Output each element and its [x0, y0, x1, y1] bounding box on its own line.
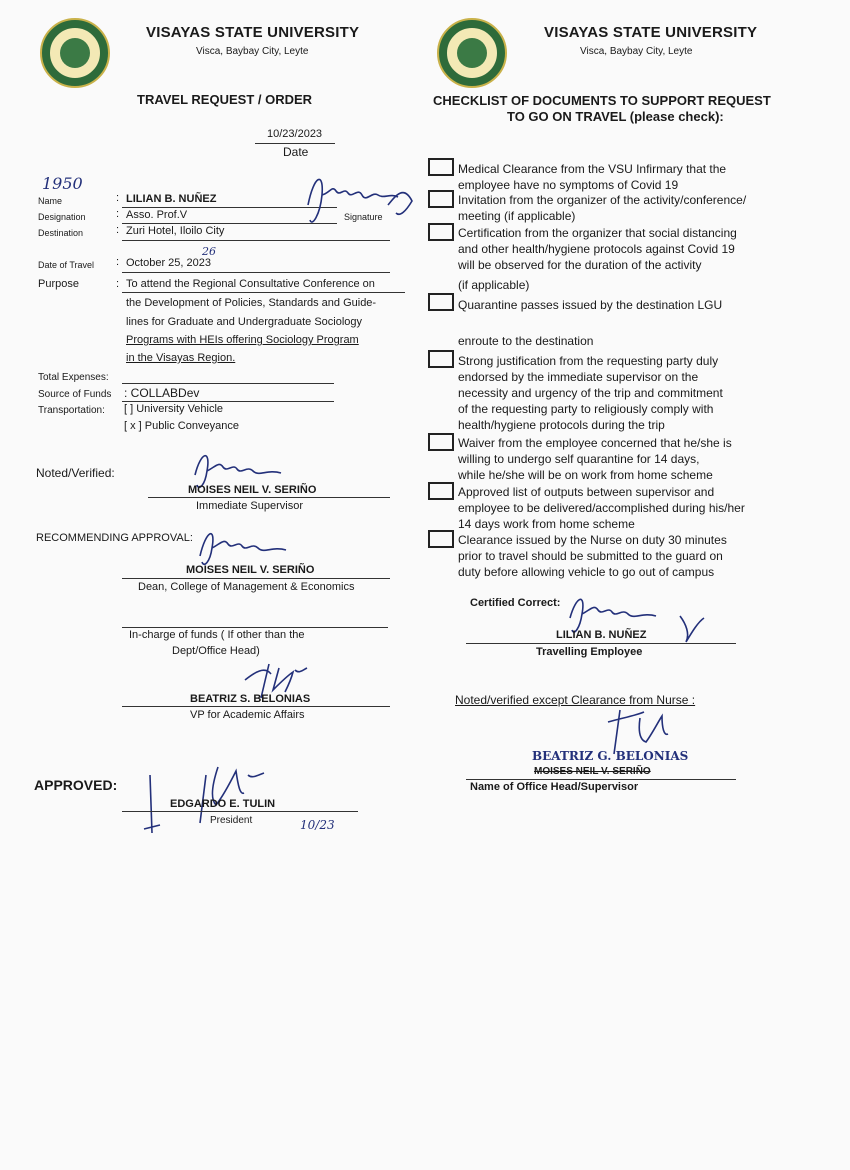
university-name-left: VISAYAS STATE UNIVERSITY	[146, 24, 360, 41]
purpose-line-4: Programs with HEIs offering Sociology Program	[126, 334, 359, 346]
checklist-item-5: Strong justification from the requesting party duly endorsed by the immediate supervisor on the necessity and urgency of the trip and commitment of the requesting party to religiously comply with health/hygiene protocols during the trip	[458, 354, 723, 432]
certified-correct-label: Certified Correct:	[470, 597, 561, 609]
checklist-item-3: Certification from the organizer that social distancing and other health/hygiene protocols against Covid 19 will be observed for the duration of the activity	[458, 226, 737, 272]
checkbox-invitation[interactable]	[428, 190, 454, 208]
university-address-right: Visca, Baybay City, Leyte	[580, 46, 693, 57]
checklist-item-6: Waiver from the employee concerned that he/she is willing to undergo self quarantine for 14 days, while he/she will be on work from home scheme	[458, 436, 732, 482]
name-value: LILIAN B. NUÑEZ	[126, 193, 217, 205]
recommending-signature	[190, 520, 300, 570]
recommending-title: Dean, College of Management & Economics	[138, 581, 355, 593]
noted-except-nurse: Noted/verified except Clearance from Nurse :	[455, 693, 696, 707]
designation-label: Designation	[38, 212, 86, 222]
checkbox-justification[interactable]	[428, 350, 454, 368]
date-of-travel-label: Date of Travel	[38, 260, 95, 270]
recommending-approval-label: RECOMMENDING APPROVAL:	[36, 532, 193, 544]
total-expenses-label: Total Expenses:	[38, 372, 109, 383]
source-of-funds-label: Source of Funds	[38, 389, 112, 400]
noted-verified-label: Noted/Verified:	[36, 466, 115, 480]
noted-name: MOISES NEIL V. SERIÑO	[188, 484, 317, 496]
transportation-label: Transportation:	[38, 405, 105, 416]
designation-value: Asso. Prof.V	[126, 209, 188, 221]
travel-request-title: TRAVEL REQUEST / ORDER	[137, 92, 313, 107]
signature-label: Signature	[344, 212, 383, 222]
checkbox-outputs-list[interactable]	[428, 482, 454, 500]
recommending-name: MOISES NEIL V. SERIÑO	[186, 564, 315, 576]
checklist-title-line-2: TO GO ON TRAVEL (please check):	[507, 109, 724, 124]
date-correction: 26	[202, 245, 216, 258]
handwritten-approval-date: 10/23	[300, 818, 335, 832]
destination-value: Zuri Hotel, Iloilo City	[126, 225, 225, 237]
office-head-label: Name of Office Head/Supervisor	[470, 781, 639, 793]
checklist-item-4: Quarantine passes issued by the destination LGU	[458, 298, 723, 312]
university-address-left: Visca, Baybay City, Leyte	[196, 46, 309, 57]
checklist-item-8: Clearance issued by the Nurse on duty 30 minutes prior to travel should be submitted to the guard on duty before allowing vehicle to go out of campus	[458, 533, 727, 579]
vp-title: VP for Academic Affairs	[190, 709, 305, 721]
checklist-item-7: Approved list of outputs between supervisor and employee to be delivered/accomplished during his/her 14 days work from home scheme	[458, 485, 745, 531]
checklist-item-4-cont: enroute to the destination	[458, 334, 594, 348]
vp-name: BEATRIZ S. BELONIAS	[190, 693, 311, 705]
university-name-right: VISAYAS STATE UNIVERSITY	[544, 24, 758, 41]
president-title: President	[210, 815, 253, 826]
name-label: Name	[38, 196, 63, 206]
transport-university-vehicle: [ ] University Vehicle	[124, 403, 224, 415]
source-of-funds-value: : COLLABDev	[124, 386, 200, 400]
purpose-line-5: in the Visayas Region.	[126, 352, 236, 364]
applicant-signature	[300, 165, 420, 235]
office-head-handwritten-name: BEATRIZ G. BELONIAS	[532, 749, 689, 763]
purpose-line-2: the Development of Policies, Standards and Guide-	[126, 297, 377, 309]
noted-title: Immediate Supervisor	[196, 500, 303, 512]
president-name: EDGARDO E. TULIN	[170, 798, 276, 810]
incharge-line-1: In-charge of funds ( If other than the	[129, 629, 305, 641]
checkbox-waiver[interactable]	[428, 433, 454, 451]
incharge-line-2: Dept/Office Head)	[172, 645, 260, 657]
certified-name: LILIAN B. NUÑEZ	[556, 629, 647, 641]
handwritten-number: 1950	[42, 174, 83, 193]
checkbox-nurse-clearance[interactable]	[428, 530, 454, 548]
date-label: Date	[283, 145, 309, 159]
office-head-struck-name: MOISES NEIL V. SERIÑO	[534, 766, 651, 777]
transport-public-conveyance: [ x ] Public Conveyance	[124, 420, 239, 432]
checklist-item-2: Invitation from the organizer of the activity/conference/ meeting (if applicable)	[458, 193, 747, 223]
certified-title: Travelling Employee	[536, 646, 643, 658]
checkbox-certification[interactable]	[428, 223, 454, 241]
checklist-item-3-cont: (if applicable)	[458, 278, 530, 292]
purpose-label: Purpose	[38, 278, 79, 290]
purpose-line-1: To attend the Regional Consultative Conference on	[126, 278, 375, 290]
approved-label: APPROVED:	[34, 777, 118, 793]
checkbox-quarantine-passes[interactable]	[428, 293, 454, 311]
destination-label: Destination	[38, 228, 84, 238]
university-seal-right	[437, 18, 507, 88]
purpose-line-3: lines for Graduate and Undergraduate Sociology	[126, 316, 363, 328]
checklist-item-1: Medical Clearance from the VSU Infirmary that the employee have no symptoms of Covid 19	[458, 162, 727, 192]
checkbox-medical-clearance[interactable]	[428, 158, 454, 176]
date-of-travel-value: October 25, 2023	[126, 257, 212, 269]
university-seal-left	[40, 18, 110, 88]
date-value: 10/23/2023	[267, 128, 323, 140]
checklist-title-line-1: CHECKLIST OF DOCUMENTS TO SUPPORT REQUEST	[433, 93, 771, 108]
